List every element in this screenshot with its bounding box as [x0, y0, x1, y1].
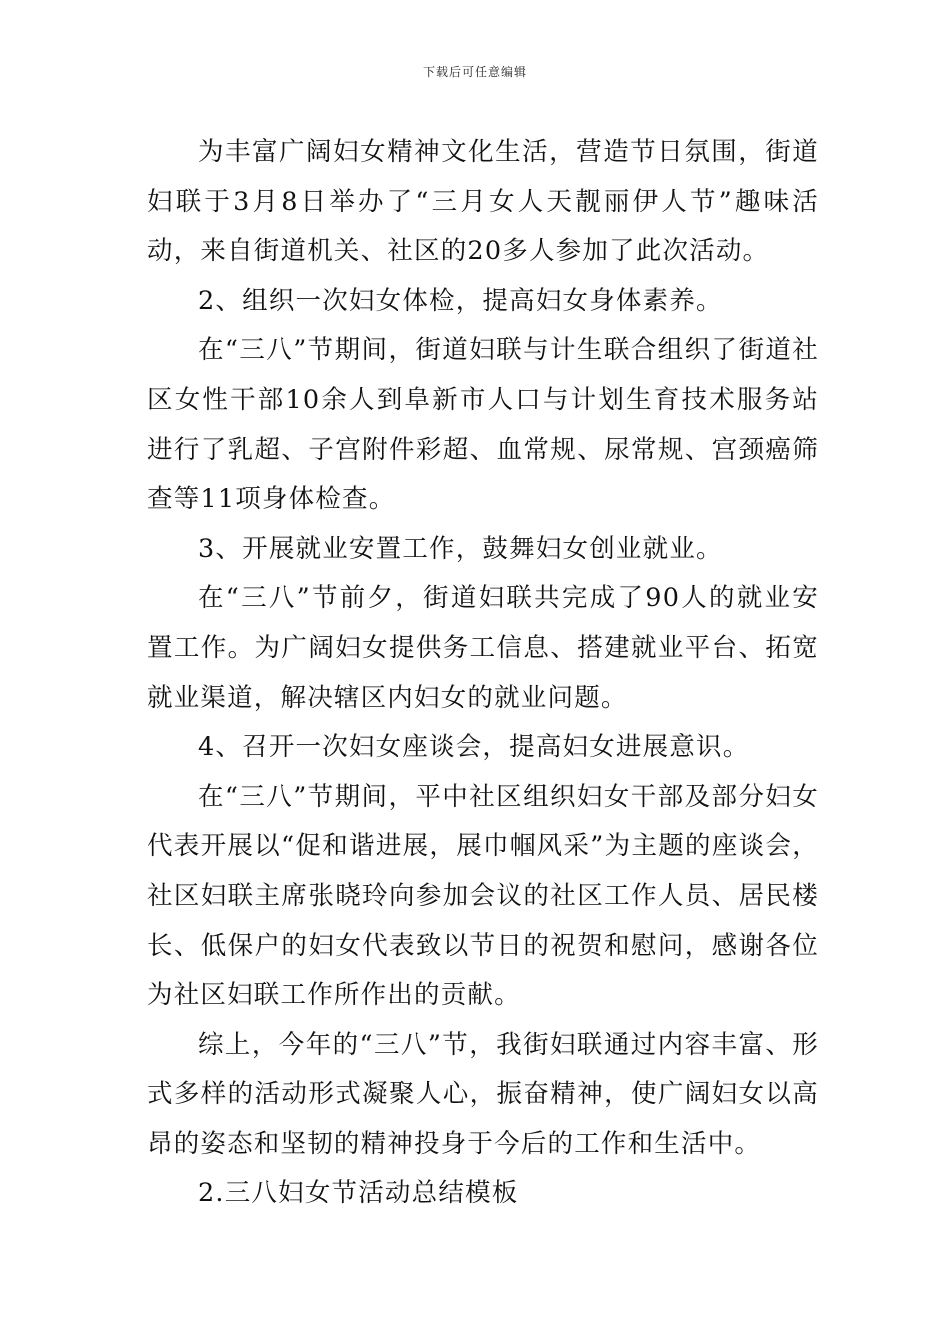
paragraph-health-check: 在“三八”节期间，街道妇联与计生联合组织了街道社区女性干部10余人到阜新市人口与计划生育技术服务站进行了乳超、子宫附件彩超、血常规、尿常规、宫颈癌筛查等11项身体检查。: [147, 335, 819, 515]
section-heading-health-check: 2、组织一次妇女体检，提高妇女身体素养。: [198, 285, 723, 316]
paragraph-summary: 综上，今年的“三八”节，我街妇联通过内容丰富、形式多样的活动形式凝聚人心，振奋精神，使广阔妇女以高昂的姿态和坚韧的精神投身于今后的工作和生活中。: [147, 1029, 819, 1159]
section-heading-template: 2.三八妇女节活动总结模板: [198, 1178, 519, 1209]
section-heading-symposium: 4、召开一次妇女座谈会，提高妇女进展意识。: [198, 732, 750, 763]
paragraph-symposium: 在“三八”节期间，平中社区组织妇女干部及部分妇女代表开展以“促和谐进展，展巾帼风采”为主题的座谈会，社区妇联主席张晓玲向参加会议的社区工作人员、居民楼长、低保户的妇女代表致以节日的祝贺和慰问，感谢各位为社区妇联工作所作出的贡献。: [147, 781, 819, 1011]
section-heading-employment: 3、开展就业安置工作，鼓舞妇女创业就业。: [198, 533, 723, 564]
paragraph-employment: 在“三八”节前夕，街道妇联共完成了90人的就业安置工作。为广阔妇女提供务工信息、搭建就业平台、拓宽就业渠道，解决辖区内妇女的就业问题。: [147, 583, 819, 713]
document-body: [147, 128, 819, 1219]
page-header: 下载后可任意编辑: [422, 65, 527, 79]
paragraph-activity-intro: 为丰富广阔妇女精神文化生活，营造节日氛围，街道妇联于3月8日举办了“三月女人天靓丽伊人节”趣味活动，来自街道机关、社区的20多人参加了此次活动。: [147, 137, 819, 267]
